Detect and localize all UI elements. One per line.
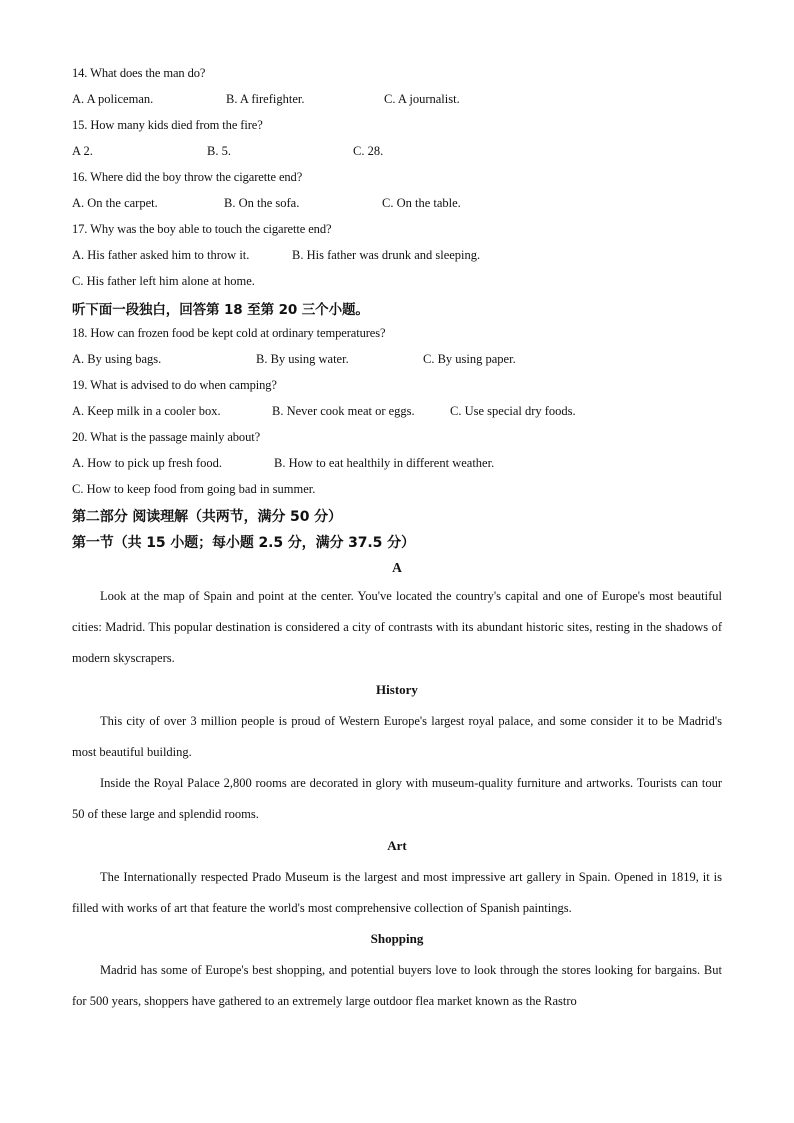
q20-option-c: C. How to keep food from going bad in summer.: [72, 482, 316, 496]
q19-option-a: A. Keep milk in a cooler box.: [72, 404, 221, 418]
q14-option-a: A. A policeman.: [72, 92, 154, 106]
q15-option-a: A 2.: [72, 144, 93, 158]
passage-intro: Look at the map of Spain and point at the center. You've located the country's capital and one of Europe's most beautiful cities: Madrid. This popular destination is considered a city of contrasts with its abundant historic sites, resting in the shadows of modern skyscrapers.: [72, 589, 722, 665]
history-paragraph-1: This city of over 3 million people is proud of Western Europe's largest royal palace, and some consider it to be Madrid's most beautiful building.: [72, 714, 722, 759]
section-instruction: 听下面一段独白，回答第 18 至第 20 三个小题。: [72, 302, 369, 318]
q16-option-b: B. On the sofa.: [224, 196, 300, 210]
q18-option-b: B. By using water.: [256, 352, 349, 366]
q17-option-b: B. His father was drunk and sleeping.: [292, 248, 481, 262]
question-20: 20. What is the passage mainly about?: [72, 430, 261, 444]
art-paragraph: The Internationally respected Prado Museum is the largest and most impressive art gallery in Spain. Opened in 1819, it is filled with works of art that feature the world's most comprehensive collection of Spanish paintings.: [72, 870, 722, 915]
q18-option-c: C. By using paper.: [423, 352, 516, 366]
question-16: 16. Where did the boy throw the cigarette end?: [72, 170, 303, 184]
question-19: 19. What is advised to do when camping?: [72, 378, 277, 392]
q16-option-a: A. On the carpet.: [72, 196, 158, 210]
q19-option-c: C. Use special dry foods.: [450, 404, 576, 418]
q16-option-c: C. On the table.: [382, 196, 461, 210]
q17-option-c: C. His father left him alone at home.: [72, 274, 255, 288]
question-17: 17. Why was the boy able to touch the cigarette end?: [72, 222, 332, 236]
question-18: 18. How can frozen food be kept cold at ordinary temperatures?: [72, 326, 386, 340]
part2-section1-heading: 第一节（共 15 小题；每小题 2.5 分，满分 37.5 分）: [72, 535, 415, 551]
q17-option-a: A. His father asked him to throw it.: [72, 248, 250, 262]
q20-option-b: B. How to eat healthily in different weather.: [274, 456, 495, 470]
passage-label: A: [392, 560, 402, 575]
q20-option-a: A. How to pick up fresh food.: [72, 456, 222, 470]
part2-heading: 第二部分 阅读理解（共两节，满分 50 分）: [72, 509, 342, 525]
q15-option-b: B. 5.: [207, 144, 231, 158]
history-title: History: [376, 682, 418, 697]
question-15: 15. How many kids died from the fire?: [72, 118, 263, 132]
q19-option-b: B. Never cook meat or eggs.: [272, 404, 415, 418]
art-title: Art: [387, 838, 407, 853]
q14-option-b: B. A firefighter.: [226, 92, 305, 106]
q14-option-c: C. A journalist.: [384, 92, 460, 106]
shopping-title: Shopping: [370, 931, 424, 946]
q18-option-a: A. By using bags.: [72, 352, 162, 366]
shopping-paragraph: Madrid has some of Europe's best shopping, and potential buyers love to look through the stores looking for bargains. But for 500 years, shoppers have gathered to an extremely large outdoor flea market known as the Rastro: [72, 963, 722, 1008]
history-paragraph-2: Inside the Royal Palace 2,800 rooms are decorated in glory with museum-quality furniture and artworks. Tourists can tour 50 of these large and splendid rooms.: [72, 776, 722, 821]
q15-option-c: C. 28.: [353, 144, 384, 158]
question-14: 14. What does the man do?: [72, 66, 206, 80]
